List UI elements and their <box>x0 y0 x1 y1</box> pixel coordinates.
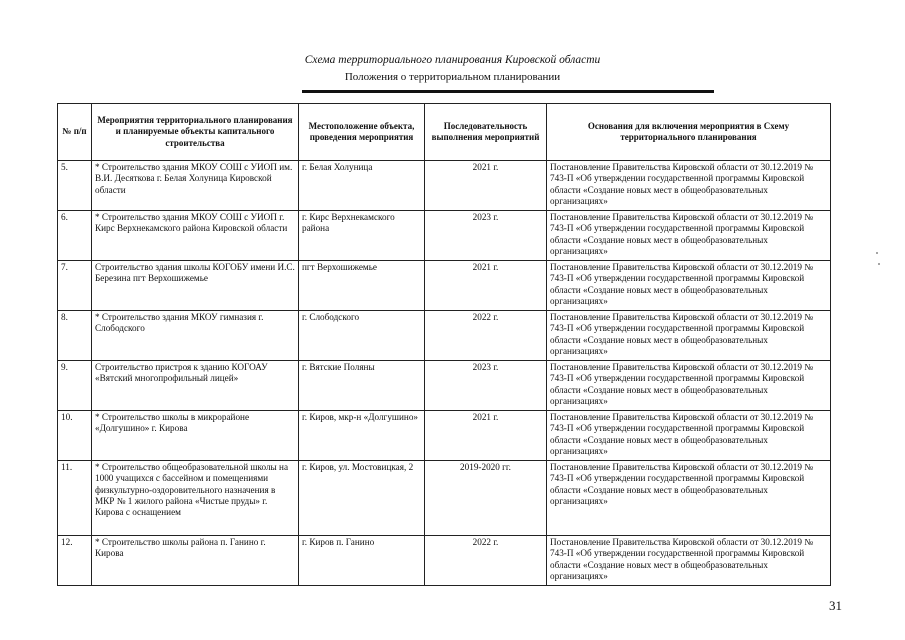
row-period: 2023 г. <box>425 211 547 261</box>
row-activity: Строительство здания школы КОГОБУ имени И.С. Березина пгт Верхошижемье <box>92 261 299 311</box>
row-period: 2023 г. <box>425 361 547 411</box>
column-header-activity: Мероприятия территориального планирования и планируемые объекты капитального строительства <box>92 104 299 161</box>
row-period: 2022 г. <box>425 536 547 586</box>
table-row <box>58 311 831 361</box>
row-number: 8. <box>58 311 92 361</box>
column-header-sequence: Последовательность выполнения мероприятий <box>425 104 547 161</box>
document-subtitle: Положения о территориальном планировании <box>344 71 561 83</box>
row-activity: * Строительство общеобразовательной школы на 1000 учащихся с бассейном и помещениями физкультурно-оздоровительного назначения в МКР № 1 жилого района «Чистые пруды» г. Кирова с оснащением <box>92 461 299 536</box>
row-location: г. Белая Холуница <box>299 161 425 211</box>
row-location: г. Киров, мкр-н «Долгушино» <box>299 411 425 461</box>
table-row <box>58 261 831 311</box>
column-header-basis: Основания для включения мероприятия в Схему территориального планирования <box>547 104 831 161</box>
header-rule <box>302 90 714 93</box>
row-number: 10. <box>58 411 92 461</box>
row-basis: Постановление Правительства Кировской области от 30.12.2019 № 743-П «Об утверждении государственной программы Кировской области «Создание новых мест в общеобразовательных организациях» <box>547 261 831 311</box>
table-row <box>58 411 831 461</box>
document-title: Схема территориального планирования Кировской области <box>304 54 601 66</box>
row-location: г. Киров, ул. Мостовицкая, 2 <box>299 461 425 536</box>
page-number: 31 <box>829 598 842 613</box>
row-number: 5. <box>58 161 92 211</box>
row-location: г. Вятские Поляны <box>299 361 425 411</box>
row-number: 11. <box>58 461 92 536</box>
column-header-number: № п/п <box>58 104 92 161</box>
row-period: 2021 г. <box>425 411 547 461</box>
row-activity: Строительство пристроя к зданию КОГОАУ «Вятский многопрофильный лицей» <box>92 361 299 411</box>
row-activity: * Строительство школы района п. Ганино г. Кирова <box>92 536 299 586</box>
row-number: 9. <box>58 361 92 411</box>
row-period: 2021 г. <box>425 261 547 311</box>
row-activity: * Строительство здания МКОУ СОШ с УИОП им. В.И. Десяткова г. Белая Холуница Кировской области <box>92 161 299 211</box>
row-period: 2019-2020 гг. <box>425 461 547 536</box>
row-location: г. Киров п. Ганино <box>299 536 425 586</box>
row-location: г. Кирс Верхнекамского района <box>299 211 425 261</box>
row-basis: Постановление Правительства Кировской области от 30.12.2019 № 743-П «Об утверждении государственной программы Кировской области «Создание новых мест в общеобразовательных организациях» <box>547 536 831 586</box>
row-period: 2021 г. <box>425 161 547 211</box>
table-row <box>58 161 831 211</box>
row-number: 12. <box>58 536 92 586</box>
scan-speck <box>878 263 880 265</box>
measures-table <box>57 103 831 586</box>
row-basis: Постановление Правительства Кировской области от 30.12.2019 № 743-П «Об утверждении государственной программы Кировской области «Создание новых мест в общеобразовательных организациях» <box>547 461 831 536</box>
column-header-location: Местоположение объекта, проведения мероприятия <box>299 104 425 161</box>
row-basis: Постановление Правительства Кировской области от 30.12.2019 № 743-П «Об утверждении государственной программы Кировской области «Создание новых мест в общеобразовательных организациях» <box>547 161 831 211</box>
row-number: 6. <box>58 211 92 261</box>
row-location: пгт Верхошижемье <box>299 261 425 311</box>
row-basis: Постановление Правительства Кировской области от 30.12.2019 № 743-П «Об утверждении государственной программы Кировской области «Создание новых мест в общеобразовательных организациях» <box>547 211 831 261</box>
table-header-row <box>58 104 831 161</box>
row-activity: * Строительство школы в микрорайоне «Долгушино» г. Кирова <box>92 411 299 461</box>
table-row <box>58 361 831 411</box>
row-basis: Постановление Правительства Кировской области от 30.12.2019 № 743-П «Об утверждении государственной программы Кировской области «Создание новых мест в общеобразовательных организациях» <box>547 311 831 361</box>
row-activity: * Строительство здания МКОУ гимназия г. Слободского <box>92 311 299 361</box>
row-location: г. Слободского <box>299 311 425 361</box>
row-activity: * Строительство здания МКОУ СОШ с УИОП г. Кирс Верхнекамского района Кировской области <box>92 211 299 261</box>
row-number: 7. <box>58 261 92 311</box>
table-row <box>58 461 831 536</box>
row-basis: Постановление Правительства Кировской области от 30.12.2019 № 743-П «Об утверждении государственной программы Кировской области «Создание новых мест в общеобразовательных организациях» <box>547 411 831 461</box>
row-period: 2022 г. <box>425 311 547 361</box>
table-row <box>58 211 831 261</box>
table-row <box>58 536 831 586</box>
scan-speck <box>876 252 878 254</box>
row-basis: Постановление Правительства Кировской области от 30.12.2019 № 743-П «Об утверждении государственной программы Кировской области «Создание новых мест в общеобразовательных организациях» <box>547 361 831 411</box>
